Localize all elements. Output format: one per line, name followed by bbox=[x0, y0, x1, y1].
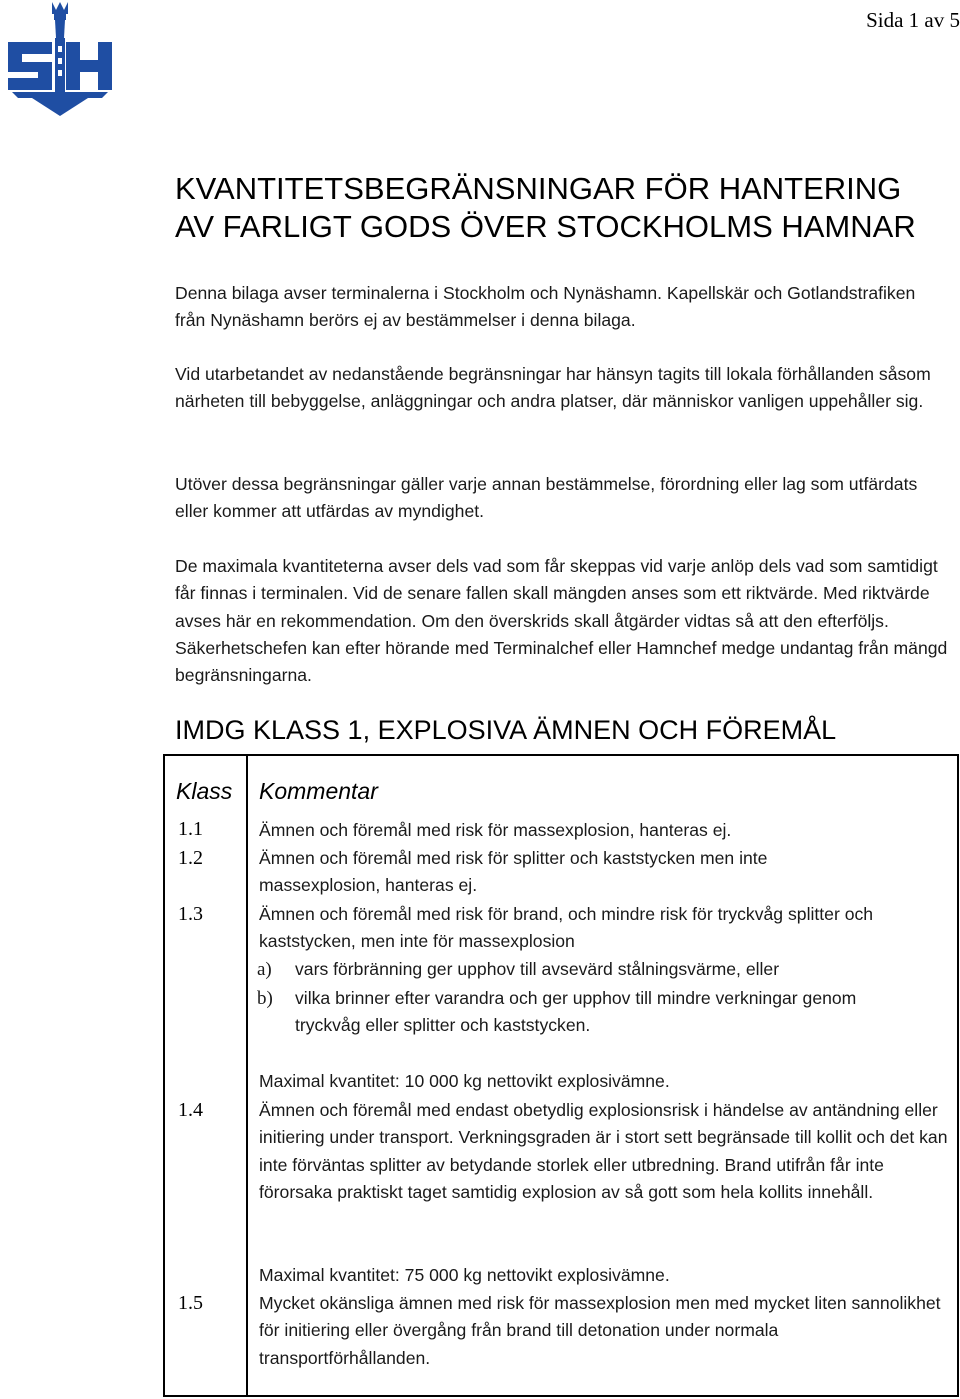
row-text-1-4: Ämnen och föremål med endast obetydlig explosionsrisk i händelse av antändning eller initiering under transport. Verkningsgraden är i stort sett begränsade till kollit och det kan inte förväntas splitter av betydande storlek eller utbredning. Brand utifrån får inte förorsaka praktiskt taget samtidig explosion av så gott som hela kollits innehåll. bbox=[259, 1100, 948, 1202]
sub-text-b: vilka brinner efter varandra och ger upphov till mindre verkningar genom tryckvåg eller splitter och kaststycken. bbox=[295, 988, 857, 1036]
document-title bbox=[175, 170, 960, 246]
paragraph-other-regulations: Utöver dessa begränsningar gäller varje annan bestämmelse, förordning eller lag som utfärdats eller kommer att utfärdas av myndighet. bbox=[175, 474, 918, 522]
max-quantity-1-4: Maximal kvantitet: 75 000 kg nettovikt explosivämne. bbox=[259, 1265, 670, 1285]
section-title: IMDG KLASS 1, EXPLOSIVA ÄMNEN OCH FÖREMÅL bbox=[175, 715, 837, 745]
title-line-2: AV FARLIGT GODS ÖVER STOCKHOLMS HAMNAR bbox=[175, 209, 916, 244]
paragraph-scope: Denna bilaga avser terminalerna i Stockholm och Nynäshamn. Kapellskär och Gotlandstrafiken från Nynäshamn berörs ej av bestämmelser i denna bilaga. bbox=[175, 283, 916, 331]
row-text-1-1: Ämnen och föremål med risk för massexplosion, hanteras ej. bbox=[259, 820, 732, 840]
row-text-1-5: Mycket okänsliga ämnen med risk för massexplosion men med mycket liten sannolikhet för initiering eller övergång från brand till detonation under normala transportförhållanden. bbox=[259, 1293, 941, 1368]
class-table bbox=[163, 754, 959, 1397]
sub-marker-a: a) bbox=[257, 959, 272, 980]
row-klass-1-2: 1.2 bbox=[178, 847, 203, 869]
header-klass: Klass bbox=[176, 778, 233, 804]
company-logo bbox=[2, 0, 118, 118]
row-text-1-3: Ämnen och föremål med risk för brand, och mindre risk för tryckvåg splitter och kaststycken, men inte för massexplosion bbox=[259, 904, 874, 952]
row-klass-1-1: 1.1 bbox=[178, 818, 203, 840]
header-kommentar: Kommentar bbox=[259, 778, 378, 804]
sub-item-a bbox=[257, 956, 955, 983]
sub-text-a: vars förbränning ger upphov till avsevärd stålningsvärme, eller bbox=[295, 959, 780, 979]
row-klass-1-3: 1.3 bbox=[178, 903, 203, 925]
max-quantity-1-3: Maximal kvantitet: 10 000 kg nettovikt explosivämne. bbox=[259, 1071, 670, 1091]
row-text-1-2: Ämnen och föremål med risk för splitter och kaststycken men inte massexplosion, hanteras ej. bbox=[259, 848, 768, 896]
sub-item-b bbox=[257, 985, 915, 1040]
title-line-1: KVANTITETSBEGRÄNSNINGAR FÖR HANTERING bbox=[175, 171, 902, 206]
paragraph-max-quantities: De maximala kvantiteterna avser dels vad som får skeppas vid varje anlöp dels vad som samtidigt får finnas i terminalen. Vid de senare fallen skall mängden anses som ett riktvärde. Med riktvärde avses här en rekommendation. Om den överskrids skall åtgärder vidtas så att den efterföljs. Säkerhetschefen kan efter hörande med Terminalchef eller Hamnchef medge undantag från mängd begränsningarna. bbox=[175, 556, 948, 686]
paragraph-considerations: Vid utarbetandet av nedanstående begränsningar har hänsyn tagits till lokala förhållanden såsom närheten till bebyggelse, anläggningar och andra platser, där människor vanligen uppehåller sig. bbox=[175, 364, 931, 412]
page-number: Sida 1 av 5 bbox=[866, 8, 960, 32]
column-divider bbox=[246, 756, 248, 1395]
sub-marker-b: b) bbox=[257, 988, 273, 1009]
row-klass-1-4: 1.4 bbox=[178, 1099, 203, 1121]
row-klass-1-5: 1.5 bbox=[178, 1292, 203, 1314]
